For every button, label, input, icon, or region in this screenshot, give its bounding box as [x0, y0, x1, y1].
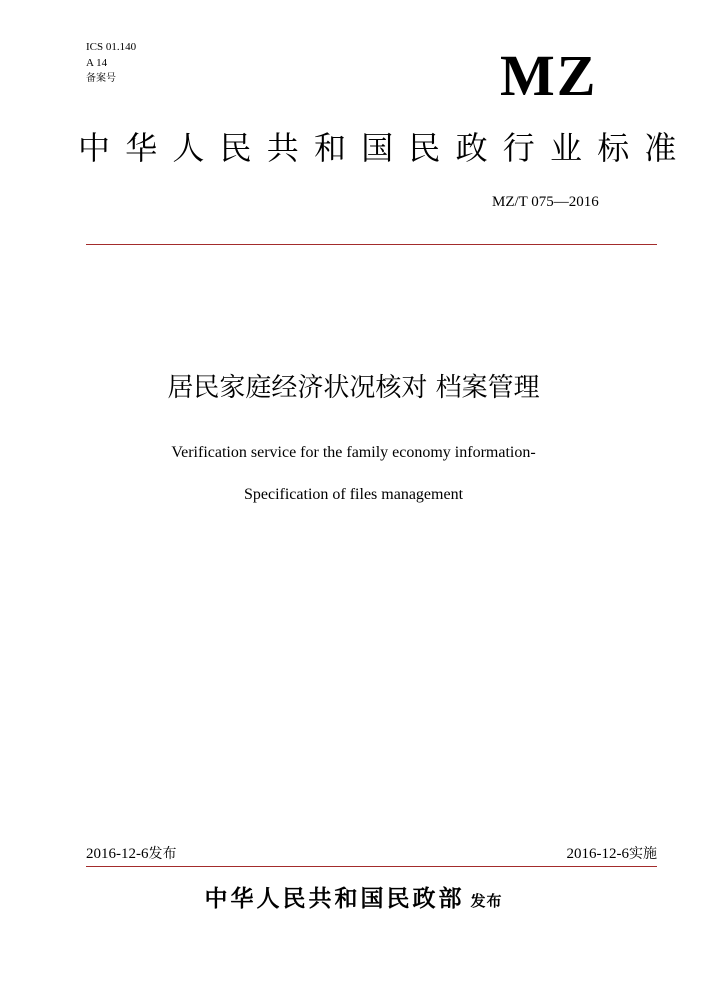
issuer-name: 中华人民共和国民政部 — [204, 886, 465, 912]
bottom-divider — [86, 866, 657, 867]
top-divider — [86, 244, 657, 245]
publish-date-value: 2016-12-6 — [86, 846, 149, 862]
standard-logo: MZ — [500, 43, 598, 108]
implement-date-label: 实施 — [629, 846, 657, 862]
standard-category-title: 中华人民共和国民政行业标准 — [78, 129, 692, 167]
issuer-action: 发布 — [470, 892, 503, 910]
ics-code: ICS 01.140 — [86, 41, 137, 53]
document-title-chinese: 居民家庭经济状况核对 档案管理 — [167, 373, 540, 403]
document-title-english-line1: Verification service for the family economy information- — [171, 444, 536, 461]
classification-code: A 14 — [86, 57, 108, 69]
standard-number: MZ/T 075—2016 — [492, 194, 599, 210]
publish-date-label: 发布 — [148, 846, 177, 862]
implement-date-value: 2016-12-6 — [566, 846, 629, 862]
implement-date — [567, 844, 658, 864]
document-title-english-line2: Specification of files management — [243, 486, 464, 503]
publish-date — [86, 844, 177, 864]
issuer-block — [0, 882, 707, 916]
record-number-label: 备案号 — [86, 73, 116, 84]
